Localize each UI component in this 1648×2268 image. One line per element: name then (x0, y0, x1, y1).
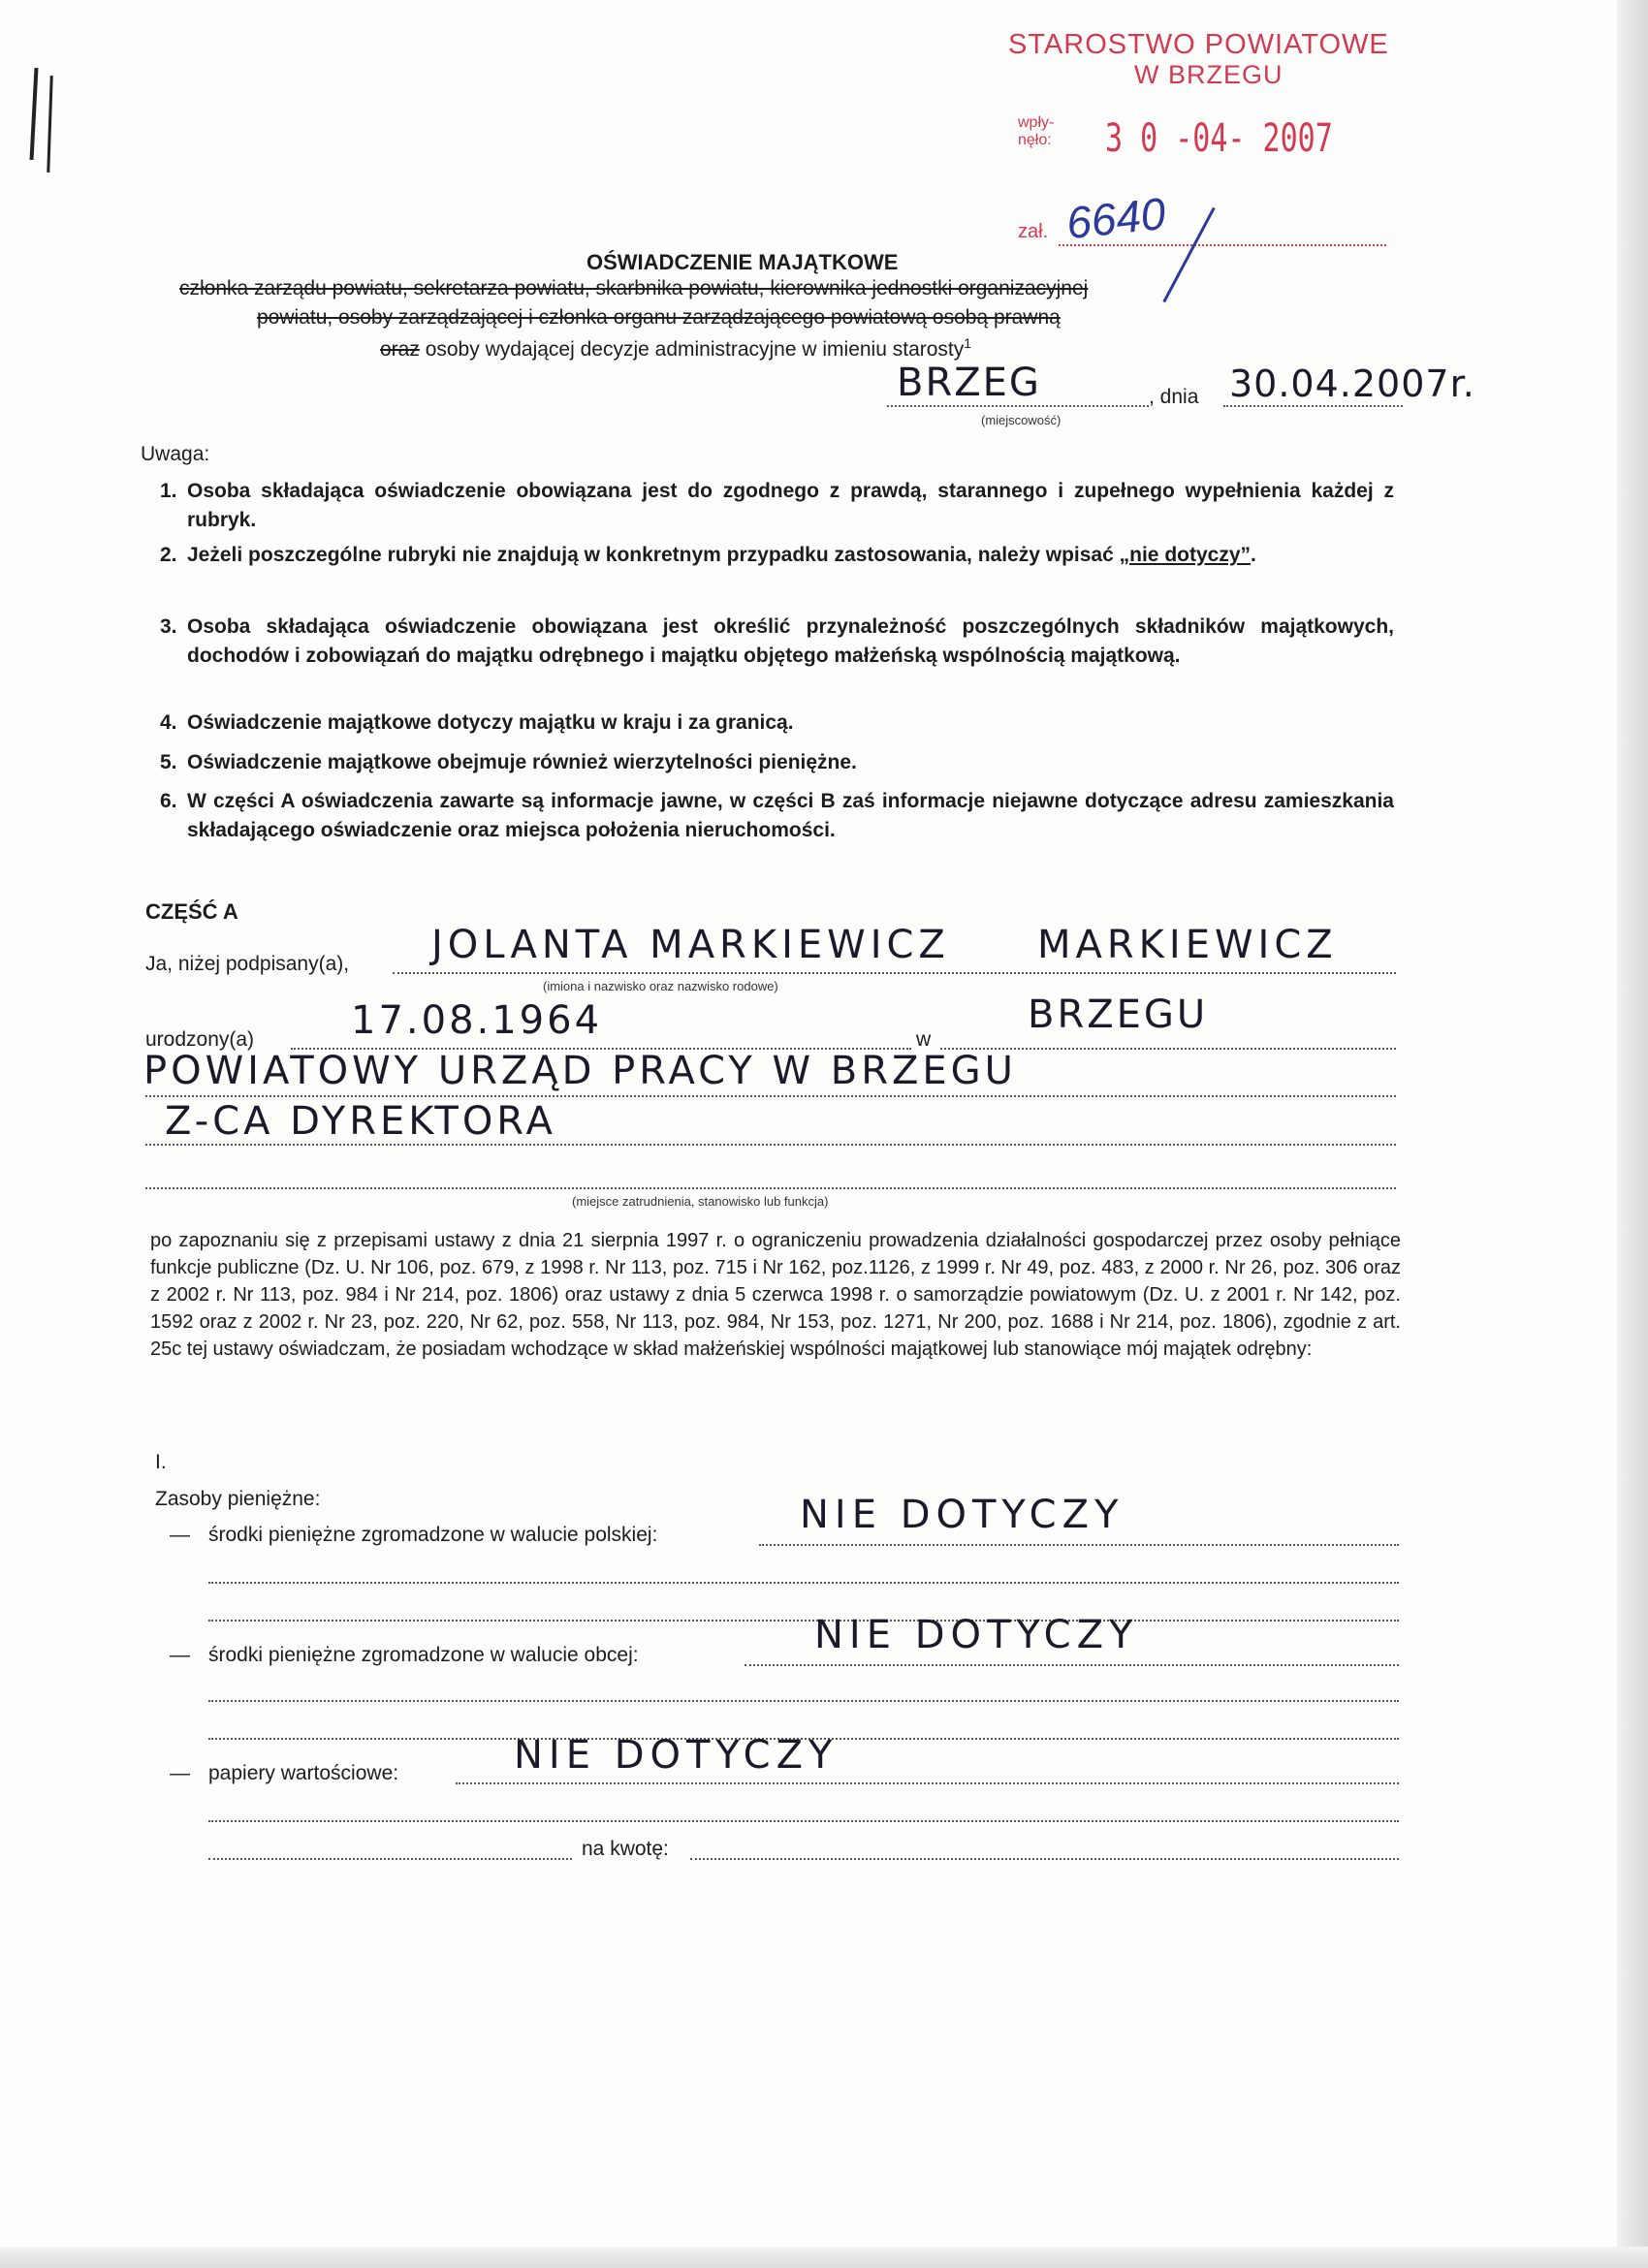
note-text: Oświadczenie majątkowe obejmuje również wierzytelności pieniężne. (187, 751, 857, 773)
note-text: Osoba składająca oświadczenie obowiązana jest do zgodnego z prawdą, starannego i zupełnego wypełnienia każdej z rubryk. (187, 480, 1394, 531)
position-line (145, 1144, 1396, 1146)
stamp-attachment-value: 6640 (1063, 187, 1168, 249)
notes-heading: Uwaga: (141, 443, 210, 465)
undersigned-label: Ja, niżej podpisany(a), (145, 953, 350, 975)
declarant-role-line (380, 335, 971, 362)
stamp-office-name: STAROSTWO POWIATOWE (1008, 29, 1389, 60)
note-item-4 (160, 709, 1396, 738)
stamp-received-date: 3 0 -04- 2007 (1105, 116, 1333, 161)
stamp-attachment-label: zał. (1018, 221, 1049, 242)
name-value: JOLANTA MARKIEWICZ (431, 923, 950, 967)
scan-bottom-shadow (0, 2247, 1648, 2268)
note-item-6 (160, 787, 1396, 845)
maiden-name-value: MARKIEWICZ (1037, 923, 1338, 967)
birth-place-value: BRZEGU (1028, 992, 1209, 1037)
note-item-5 (160, 748, 1396, 777)
place-caption: (miejscowość) (981, 413, 1062, 427)
amount-prefix-line (208, 1858, 572, 1860)
employment-extra-line (145, 1187, 1396, 1189)
amount-line (690, 1858, 1399, 1860)
note-number: 5. (160, 751, 177, 773)
securities-value: NIE DOTYCZY (514, 1733, 839, 1778)
section-1-numeral: I. (155, 1451, 167, 1473)
section-1-heading: Zasoby pieniężne: (155, 1488, 321, 1510)
part-a-heading: CZĘŚĆ A (145, 899, 238, 924)
note-text: W części A oświadczenia zawarte są informacje jawne, w części B zaś informacje niejawne dotyczące adresu zamieszkania składającego oświadczenie oraz miejsca położenia nieruchomości. (187, 790, 1394, 841)
foreign-funds-value: NIE DOTYCZY (814, 1613, 1139, 1657)
securities-line (456, 1782, 1399, 1784)
note-number: 2. (160, 544, 177, 566)
foreign-funds-line (745, 1664, 1399, 1666)
foreign-funds-extra-line-1 (208, 1700, 1399, 1702)
employer-value: POWIATOWY URZĄD PRACY W BRZEGU (143, 1049, 1017, 1093)
note-text: Jeżeli poszczególne rubryki nie znajdują w konkretnym przypadku zastosowania, należy wpisać (187, 544, 1114, 566)
pln-funds-label: środki pieniężne zgromadzone w walucie polskiej: (208, 1524, 658, 1546)
pln-funds-extra-line-2 (208, 1620, 1399, 1622)
securities-extra-line (208, 1820, 1399, 1822)
note-emphasis: „nie dotyczy” (1119, 544, 1252, 566)
name-caption: (imiona i nazwisko oraz nazwisko rodowe) (543, 979, 778, 993)
note-text: Oświadczenie majątkowe dotyczy majątku w kraju i za granicą. (187, 711, 794, 734)
binder-mark (30, 68, 39, 160)
struck-official-roles-line2: powiatu, osoby zarządzającej i członka organu zarządzającego powiatową osobą prawną (257, 306, 1061, 329)
birth-date-value: 17.08.1964 (351, 998, 603, 1043)
dash-bullet: — (170, 1762, 190, 1784)
note-number: 6. (160, 790, 177, 812)
stamp-received-label: wpły- nęło: (1018, 114, 1055, 148)
in-label: w (916, 1028, 932, 1051)
employment-caption: (miejsce zatrudnienia, stanowisko lub funkcja) (572, 1194, 829, 1209)
securities-label: papiery wartościowe: (208, 1762, 399, 1784)
note-item-1 (160, 477, 1396, 535)
note-item-3 (160, 613, 1396, 700)
place-line (887, 405, 1149, 407)
note-number: 1. (160, 480, 177, 502)
name-line (393, 972, 1396, 974)
stamp-office-city: W BRZEGU (1134, 60, 1284, 89)
binder-mark (47, 76, 52, 173)
date-value: 30.04.2007r. (1229, 362, 1475, 405)
statute-reference-paragraph: po zapoznaniu się z przepisami ustawy z dnia 21 sierpnia 1997 r. o ograniczeniu prowadzenia działalności gospodarczej przez osoby pełniące funkcje publiczne (Dz. U. Nr 106, poz. 679, z 1998 r. Nr 113, poz. 715 i Nr 162, poz.1126, z 1999 r. Nr 49, poz. 483, z 2000 r. Nr 26, poz. 306 oraz z 2002 r. Nr 113, poz. 984 i Nr 214, poz. 1806) oraz ustawy z dnia 5 czerwca 1998 r. o samorządzie powiatowym (Dz. U. z 2001 r. Nr 142, poz. 1592 oraz z 2002 r. Nr 23, poz. 220, Nr 62, poz. 558, Nr 113, poz. 984, Nr 153, poz. 1271, Nr 200, poz. 1688 i Nr 214, poz. 1806), zgodnie z art. 25c tej ustawy oświadczam, że posiadam wchodzące w skład małżeńskiej wspólności majątkowej lub stanowiące mój majątek odrębny: (150, 1230, 1401, 1360)
stamp-attachment-stroke (1162, 207, 1215, 303)
pln-funds-extra-line-1 (208, 1582, 1399, 1584)
struck-word-oraz: oraz (380, 338, 420, 361)
note-item-2 (160, 541, 1396, 599)
amount-label: na kwotę: (582, 1838, 669, 1860)
foreign-funds-label: środki pieniężne zgromadzone w walucie obcej: (208, 1644, 639, 1666)
document-title: OŚWIADCZENIE MAJĄTKOWE (586, 250, 899, 274)
struck-official-roles-line1: członka zarządu powiatu, sekretarza powiatu, skarbnika powiatu, kierownika jednostki organizacyjnej (179, 277, 1089, 299)
date-line (1223, 405, 1403, 407)
born-label: urodzony(a) (145, 1028, 255, 1051)
place-value: BRZEG (897, 361, 1041, 405)
pln-funds-value: NIE DOTYCZY (800, 1493, 1125, 1537)
pln-funds-line (759, 1544, 1399, 1546)
position-value: Z-CA DYREKTORA (165, 1099, 556, 1144)
note-tail: . (1251, 544, 1256, 566)
note-text-wrapper (187, 541, 1394, 570)
footnote-mark: 1 (964, 335, 972, 351)
note-number: 3. (160, 615, 177, 638)
dash-bullet: — (170, 1644, 190, 1666)
declarant-role-text: osoby wydającej decyzje administracyjne w imieniu starosty (419, 338, 965, 361)
date-label: , dnia (1149, 386, 1199, 408)
employer-line (145, 1095, 1396, 1097)
scan-edge-shadow (1617, 0, 1648, 2268)
note-text: Osoba składająca oświadczenie obowiązana jest określić przynależność poszczególnych składników majątkowych, dochodów i zobowiązań do majątku odrębnego i majątku objętego małżeńską wspólnością majątkową. (187, 615, 1394, 667)
note-number: 4. (160, 711, 177, 734)
dash-bullet: — (170, 1524, 190, 1546)
